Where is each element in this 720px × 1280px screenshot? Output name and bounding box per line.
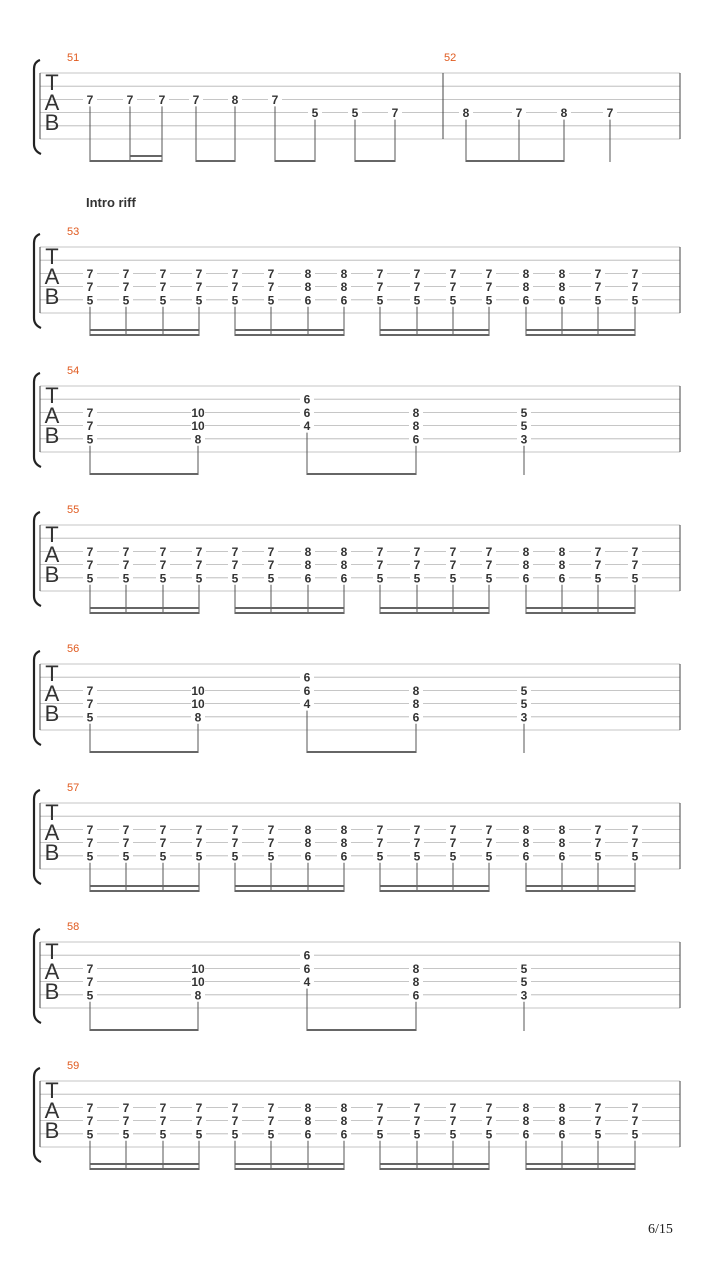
- fret-number: 5: [520, 961, 528, 976]
- fret-number: 7: [195, 266, 203, 281]
- fret-number: 7: [86, 961, 94, 976]
- fret-number: 5: [86, 571, 94, 586]
- fret-number: 7: [195, 280, 203, 295]
- fret-number: 7: [122, 558, 130, 573]
- fret-number: 7: [86, 822, 94, 837]
- fret-number: 8: [304, 544, 312, 559]
- fret-number: 8: [304, 1100, 312, 1115]
- fret-number: 8: [340, 836, 348, 851]
- measure-number: 51: [67, 52, 80, 64]
- fret-number: 7: [231, 1100, 239, 1115]
- fret-number: 8: [340, 544, 348, 559]
- measure-number: 52: [444, 52, 457, 64]
- tab-system: [34, 921, 680, 1031]
- fret-number: 7: [413, 558, 421, 573]
- fret-number: 7: [594, 822, 602, 837]
- fret-number: 5: [86, 710, 94, 725]
- fret-number: 5: [520, 683, 528, 698]
- fret-number: 5: [86, 293, 94, 308]
- section-label: Intro riff: [86, 195, 136, 210]
- tab-clef-letter: B: [44, 562, 60, 587]
- fret-number: 5: [449, 571, 457, 586]
- fret-number: 7: [631, 544, 639, 559]
- fret-number: 6: [304, 571, 312, 586]
- fret-number: 8: [340, 1114, 348, 1129]
- fret-number: 6: [522, 571, 530, 586]
- fret-number: 7: [86, 419, 94, 434]
- fret-number: 6: [412, 432, 420, 447]
- tab-clef-letter: T: [45, 939, 59, 964]
- tab-system: [34, 52, 680, 162]
- fret-number: 8: [304, 266, 312, 281]
- fret-number: 3: [520, 710, 528, 725]
- fret-number: 7: [267, 1114, 275, 1129]
- fret-number: 8: [522, 558, 530, 573]
- tab-clef-letter: A: [44, 681, 60, 706]
- fret-number: 7: [231, 558, 239, 573]
- fret-number: 6: [303, 670, 311, 685]
- fret-number: 5: [594, 293, 602, 308]
- fret-number: 7: [413, 822, 421, 837]
- fret-number: 8: [522, 544, 530, 559]
- fret-number: 7: [231, 266, 239, 281]
- measure-number: 58: [67, 921, 80, 933]
- tab-clef-letter: A: [44, 403, 60, 428]
- fret-number: 8: [340, 280, 348, 295]
- fret-number: 8: [558, 836, 566, 851]
- fret-number: 5: [631, 1127, 639, 1142]
- fret-number: 5: [351, 106, 359, 121]
- fret-number: 8: [231, 92, 239, 107]
- fret-number: 7: [631, 836, 639, 851]
- tab-system: [34, 504, 680, 614]
- measure-number: 59: [67, 1060, 80, 1072]
- fret-number: 7: [449, 544, 457, 559]
- tab-clef-letter: A: [44, 1098, 60, 1123]
- fret-number: 5: [520, 405, 528, 420]
- fret-number: 8: [194, 710, 202, 725]
- fret-number: 7: [485, 822, 493, 837]
- fret-number: 7: [231, 280, 239, 295]
- fret-number: 5: [231, 293, 239, 308]
- fret-number: 7: [231, 544, 239, 559]
- fret-number: 8: [340, 558, 348, 573]
- fret-number: 5: [195, 1127, 203, 1142]
- fret-number: 7: [485, 1114, 493, 1129]
- fret-number: 10: [191, 683, 205, 698]
- fret-number: 7: [376, 266, 384, 281]
- fret-number: 8: [412, 405, 420, 420]
- fret-number: 5: [413, 1127, 421, 1142]
- fret-number: 7: [86, 558, 94, 573]
- fret-number: 6: [340, 849, 348, 864]
- fret-number: 5: [195, 571, 203, 586]
- tab-clef-letter: B: [44, 423, 60, 448]
- fret-number: 7: [86, 836, 94, 851]
- fret-number: 5: [449, 1127, 457, 1142]
- fret-number: 8: [412, 683, 420, 698]
- fret-number: 7: [159, 836, 167, 851]
- fret-number: 6: [558, 1127, 566, 1142]
- fret-number: 7: [413, 1100, 421, 1115]
- fret-number: 6: [304, 293, 312, 308]
- tab-clef-letter: T: [45, 383, 59, 408]
- fret-number: 10: [191, 405, 205, 420]
- fret-number: 8: [304, 558, 312, 573]
- fret-number: 7: [449, 558, 457, 573]
- fret-number: 5: [413, 571, 421, 586]
- fret-number: 8: [304, 822, 312, 837]
- fret-number: 7: [122, 280, 130, 295]
- fret-number: 5: [86, 1127, 94, 1142]
- fret-number: 7: [86, 544, 94, 559]
- tab-clef-letter: A: [44, 820, 60, 845]
- fret-number: 5: [86, 988, 94, 1003]
- fret-number: 7: [594, 280, 602, 295]
- fret-number: 7: [485, 544, 493, 559]
- fret-number: 5: [195, 849, 203, 864]
- fret-number: 4: [303, 697, 311, 712]
- tab-clef-letter: T: [45, 1078, 59, 1103]
- fret-number: 8: [412, 961, 420, 976]
- fret-number: 5: [122, 1127, 130, 1142]
- fret-number: 7: [267, 280, 275, 295]
- fret-number: 7: [594, 836, 602, 851]
- fret-number: 7: [195, 822, 203, 837]
- tab-system: [34, 365, 680, 475]
- fret-number: 7: [86, 1100, 94, 1115]
- fret-number: 7: [413, 544, 421, 559]
- fret-number: 7: [376, 544, 384, 559]
- fret-number: 5: [520, 419, 528, 434]
- tab-clef-letter: A: [44, 264, 60, 289]
- fret-number: 7: [159, 266, 167, 281]
- fret-number: 5: [159, 293, 167, 308]
- fret-number: 4: [303, 419, 311, 434]
- fret-number: 7: [195, 1100, 203, 1115]
- fret-number: 7: [485, 266, 493, 281]
- fret-number: 7: [631, 822, 639, 837]
- fret-number: 7: [86, 975, 94, 990]
- fret-number: 7: [158, 92, 166, 107]
- fret-number: 5: [231, 849, 239, 864]
- fret-number: 7: [413, 280, 421, 295]
- fret-number: 6: [558, 571, 566, 586]
- fret-number: 8: [558, 1100, 566, 1115]
- fret-number: 8: [522, 836, 530, 851]
- fret-number: 7: [122, 544, 130, 559]
- fret-number: 7: [267, 1100, 275, 1115]
- fret-number: 7: [485, 558, 493, 573]
- page-number: 6/15: [648, 1222, 673, 1237]
- fret-number: 5: [86, 432, 94, 447]
- fret-number: 8: [558, 822, 566, 837]
- fret-number: 8: [558, 266, 566, 281]
- fret-number: 6: [558, 849, 566, 864]
- fret-number: 5: [485, 293, 493, 308]
- fret-number: 7: [594, 1100, 602, 1115]
- fret-number: 7: [594, 1114, 602, 1129]
- fret-number: 8: [462, 106, 470, 121]
- fret-number: 7: [485, 1100, 493, 1115]
- fret-number: 8: [304, 1114, 312, 1129]
- fret-number: 5: [122, 293, 130, 308]
- fret-number: 7: [515, 106, 523, 121]
- fret-number: 8: [522, 1100, 530, 1115]
- fret-number: 6: [304, 1127, 312, 1142]
- fret-number: 8: [304, 280, 312, 295]
- fret-number: 5: [594, 571, 602, 586]
- fret-number: 5: [159, 1127, 167, 1142]
- fret-number: 5: [311, 106, 319, 121]
- fret-number: 7: [449, 836, 457, 851]
- fret-number: 5: [485, 571, 493, 586]
- fret-number: 5: [413, 849, 421, 864]
- fret-number: 6: [412, 710, 420, 725]
- fret-number: 8: [558, 544, 566, 559]
- fret-number: 6: [340, 293, 348, 308]
- fret-number: 5: [485, 1127, 493, 1142]
- fret-number: 7: [267, 836, 275, 851]
- fret-number: 5: [159, 571, 167, 586]
- measure-number: 56: [67, 643, 80, 655]
- tab-clef-letter: T: [45, 661, 59, 686]
- fret-number: 7: [391, 106, 399, 121]
- fret-number: 7: [126, 92, 134, 107]
- fret-number: 7: [122, 1114, 130, 1129]
- fret-number: 6: [303, 961, 311, 976]
- fret-number: 5: [520, 697, 528, 712]
- fret-number: 7: [376, 836, 384, 851]
- fret-number: 8: [558, 280, 566, 295]
- fret-number: 8: [304, 836, 312, 851]
- fret-number: 7: [86, 92, 94, 107]
- fret-number: 5: [376, 293, 384, 308]
- fret-number: 6: [522, 849, 530, 864]
- fret-number: 3: [520, 988, 528, 1003]
- fret-number: 8: [194, 432, 202, 447]
- fret-number: 7: [86, 280, 94, 295]
- fret-number: 6: [340, 1127, 348, 1142]
- fret-number: 7: [485, 836, 493, 851]
- fret-number: 5: [267, 849, 275, 864]
- fret-number: 7: [159, 280, 167, 295]
- fret-number: 7: [122, 266, 130, 281]
- fret-number: 5: [631, 571, 639, 586]
- fret-number: 7: [594, 558, 602, 573]
- fret-number: 5: [449, 849, 457, 864]
- fret-number: 7: [594, 266, 602, 281]
- measure-number: 55: [67, 504, 80, 516]
- measure-number: 54: [67, 365, 80, 377]
- tab-clef-letter: B: [44, 701, 60, 726]
- fret-number: 8: [522, 266, 530, 281]
- fret-number: 7: [376, 1114, 384, 1129]
- fret-number: 7: [195, 836, 203, 851]
- fret-number: 5: [376, 849, 384, 864]
- tab-system: [34, 1060, 680, 1170]
- fret-number: 8: [558, 558, 566, 573]
- measure-number: 57: [67, 782, 80, 794]
- fret-number: 7: [195, 544, 203, 559]
- fret-number: 7: [631, 280, 639, 295]
- fret-number: 6: [522, 1127, 530, 1142]
- fret-number: 5: [631, 293, 639, 308]
- fret-number: 7: [267, 544, 275, 559]
- fret-number: 7: [449, 822, 457, 837]
- fret-number: 7: [195, 1114, 203, 1129]
- fret-number: 7: [449, 1114, 457, 1129]
- fret-number: 7: [413, 836, 421, 851]
- fret-number: 7: [267, 558, 275, 573]
- fret-number: 7: [376, 822, 384, 837]
- tab-clef-letter: T: [45, 800, 59, 825]
- fret-number: 8: [522, 1114, 530, 1129]
- fret-number: 7: [449, 280, 457, 295]
- fret-number: 5: [231, 571, 239, 586]
- fret-number: 6: [303, 948, 311, 963]
- fret-number: 7: [631, 1100, 639, 1115]
- fret-number: 8: [522, 280, 530, 295]
- fret-number: 6: [340, 571, 348, 586]
- tab-clef-letter: B: [44, 110, 60, 135]
- tab-clef-letter: T: [45, 522, 59, 547]
- fret-number: 7: [86, 683, 94, 698]
- fret-number: 7: [159, 544, 167, 559]
- fret-number: 7: [159, 1114, 167, 1129]
- fret-number: 3: [520, 432, 528, 447]
- fret-number: 7: [86, 266, 94, 281]
- fret-number: 5: [122, 849, 130, 864]
- fret-number: 8: [522, 822, 530, 837]
- fret-number: 7: [122, 822, 130, 837]
- fret-number: 7: [376, 280, 384, 295]
- fret-number: 5: [267, 1127, 275, 1142]
- fret-number: 6: [412, 988, 420, 1003]
- tab-clef-letter: A: [44, 542, 60, 567]
- fret-number: 6: [303, 405, 311, 420]
- fret-number: 7: [631, 558, 639, 573]
- fret-number: 8: [340, 1100, 348, 1115]
- tab-system: [34, 782, 680, 892]
- fret-number: 10: [191, 961, 205, 976]
- tab-system: [34, 643, 680, 753]
- fret-number: 6: [303, 683, 311, 698]
- fret-number: 7: [192, 92, 200, 107]
- fret-number: 7: [122, 836, 130, 851]
- tab-clef-letter: T: [45, 70, 59, 95]
- fret-number: 4: [303, 975, 311, 990]
- fret-number: 7: [413, 1114, 421, 1129]
- tab-clef-letter: B: [44, 979, 60, 1004]
- fret-number: 5: [594, 849, 602, 864]
- tab-clef-letter: T: [45, 244, 59, 269]
- fret-number: 7: [86, 1114, 94, 1129]
- fret-number: 5: [631, 849, 639, 864]
- fret-number: 7: [86, 697, 94, 712]
- fret-number: 5: [376, 1127, 384, 1142]
- fret-number: 7: [631, 1114, 639, 1129]
- fret-number: 10: [191, 697, 205, 712]
- tab-clef-letter: B: [44, 840, 60, 865]
- tab-clef-letter: B: [44, 1118, 60, 1143]
- fret-number: 7: [449, 1100, 457, 1115]
- fret-number: 6: [303, 392, 311, 407]
- fret-number: 5: [86, 849, 94, 864]
- fret-number: 5: [159, 849, 167, 864]
- fret-number: 7: [195, 558, 203, 573]
- fret-number: 7: [271, 92, 279, 107]
- tab-system: [34, 226, 680, 336]
- fret-number: 10: [191, 419, 205, 434]
- tab-clef-letter: A: [44, 90, 60, 115]
- fret-number: 7: [267, 266, 275, 281]
- measure-number: 53: [67, 226, 80, 238]
- fret-number: 8: [340, 822, 348, 837]
- fret-number: 8: [560, 106, 568, 121]
- fret-number: 5: [376, 571, 384, 586]
- fret-number: 6: [304, 849, 312, 864]
- fret-number: 7: [594, 544, 602, 559]
- fret-number: 5: [122, 571, 130, 586]
- fret-number: 7: [413, 266, 421, 281]
- fret-number: 6: [522, 293, 530, 308]
- fret-number: 5: [485, 849, 493, 864]
- fret-number: 7: [631, 266, 639, 281]
- tab-clef-letter: A: [44, 959, 60, 984]
- fret-number: 5: [449, 293, 457, 308]
- fret-number: 5: [267, 571, 275, 586]
- fret-number: 8: [412, 419, 420, 434]
- fret-number: 8: [558, 1114, 566, 1129]
- fret-number: 6: [558, 293, 566, 308]
- fret-number: 8: [340, 266, 348, 281]
- fret-number: 7: [376, 1100, 384, 1115]
- fret-number: 5: [267, 293, 275, 308]
- fret-number: 7: [376, 558, 384, 573]
- fret-number: 7: [485, 280, 493, 295]
- fret-number: 7: [159, 822, 167, 837]
- fret-number: 7: [606, 106, 614, 121]
- fret-number: 7: [231, 1114, 239, 1129]
- fret-number: 7: [449, 266, 457, 281]
- fret-number: 7: [159, 558, 167, 573]
- fret-number: 7: [267, 822, 275, 837]
- fret-number: 5: [520, 975, 528, 990]
- fret-number: 7: [122, 1100, 130, 1115]
- fret-number: 7: [231, 822, 239, 837]
- fret-number: 5: [231, 1127, 239, 1142]
- fret-number: 8: [194, 988, 202, 1003]
- fret-number: 5: [195, 293, 203, 308]
- fret-number: 8: [412, 975, 420, 990]
- fret-number: 7: [231, 836, 239, 851]
- fret-number: 7: [159, 1100, 167, 1115]
- fret-number: 5: [413, 293, 421, 308]
- fret-number: 5: [594, 1127, 602, 1142]
- fret-number: 10: [191, 975, 205, 990]
- fret-number: 7: [86, 405, 94, 420]
- tab-clef-letter: B: [44, 284, 60, 309]
- fret-number: 8: [412, 697, 420, 712]
